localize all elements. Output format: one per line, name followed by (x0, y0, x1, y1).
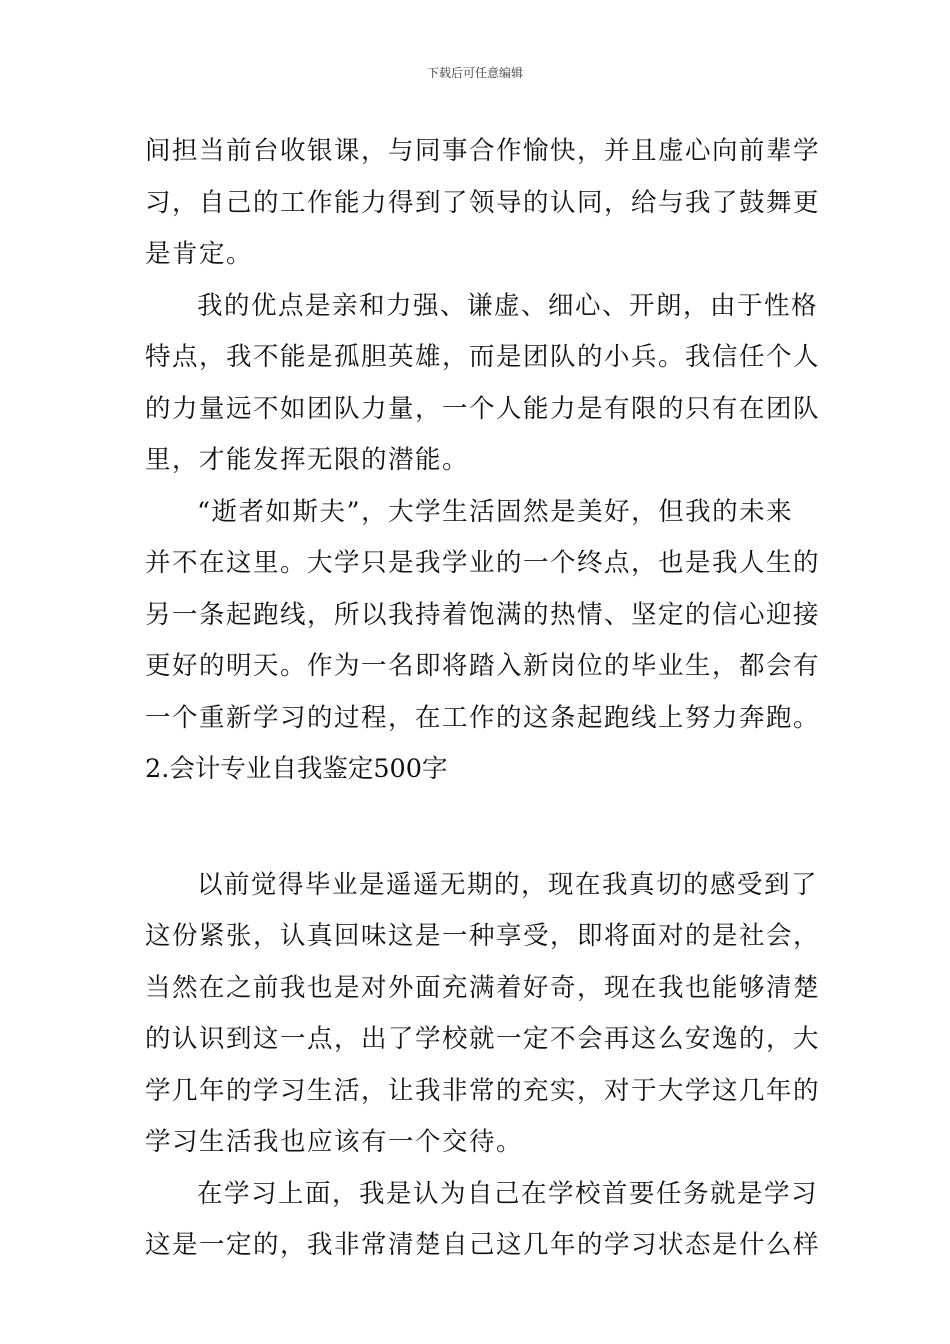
text-line: 一个重新学习的过程，在工作的这条起跑线上努力奔跑。 (145, 702, 821, 733)
text-line: 特点，我不能是孤胆英雄，而是团队的小兵。我信任个人 (145, 342, 821, 372)
paragraph-first-line: 在学习上面，我是认为自己在学校首要任务就是学习 (197, 1178, 819, 1209)
page-header: 下载后可任意编辑 (426, 66, 523, 80)
text-line: 的力量远不如团队力量，一个人能力是有限的只有在团队 (145, 393, 821, 424)
text-line: 并不在这里。大学只是我学业的一个终点，也是我人生的 (145, 548, 821, 578)
text-line: 的认识到这一点，出了学校就一定不会再这么安逸的，大 (145, 1024, 821, 1054)
paragraph-first-line: “逝者如斯夫”，大学生活固然是美好，但我的未来 (197, 496, 794, 527)
text-line: 这是一定的，我非常清楚自己这几年的学习状态是什么样 (145, 1230, 821, 1260)
text-line: 这份紧张，认真回味这是一种享受，即将面对的是社会， (145, 921, 821, 951)
paragraph-first-line: 我的优点是亲和力强、谦虚、细心、开朗，由于性格 (197, 290, 819, 321)
text-line: 间担当前台收银课，与同事合作愉快，并且虚心向前辈学 (145, 136, 821, 166)
section-heading: 2.会计专业自我鉴定500字 (145, 754, 448, 784)
text-line: 学几年的学习生活，让我非常的充实，对于大学这几年的 (145, 1075, 821, 1106)
text-line: 更好的明天。作为一名即将踏入新岗位的毕业生，都会有 (145, 651, 821, 681)
text-line: 是肯定。 (145, 239, 254, 269)
text-line: 另一条起跑线，所以我持着饱满的热情、坚定的信心迎接 (145, 599, 821, 630)
text-line: 当然在之前我也是对外面充满着好奇，现在我也能够清楚 (145, 972, 821, 1003)
paragraph-first-line: 以前觉得毕业是遥遥无期的，现在我真切的感受到了 (197, 869, 819, 900)
text-line: 学习生活我也应该有一个交待。 (145, 1127, 524, 1157)
blank-spacer (145, 796, 805, 860)
text-line: 里，才能发挥无限的潜能。 (145, 445, 470, 475)
text-line: 习，自己的工作能力得到了领导的认同，给与我了鼓舞更 (145, 187, 821, 218)
document-body (145, 126, 821, 1272)
